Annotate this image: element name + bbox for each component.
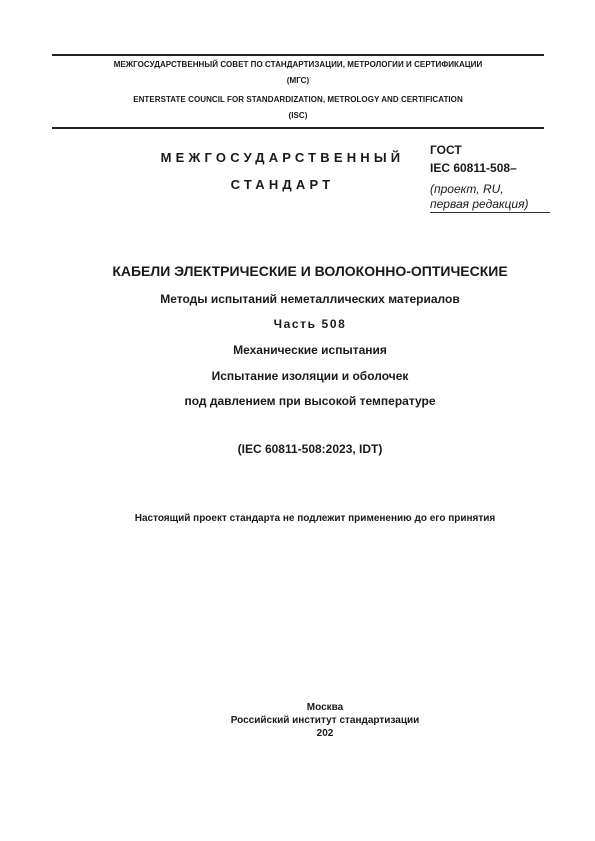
draft-note-line2: первая редакция)	[430, 197, 529, 211]
bottom-rule	[52, 127, 544, 129]
publisher-name: Российский институт стандартизации	[230, 715, 420, 726]
document-title: КАБЕЛИ ЭЛЕКТРИЧЕСКИЕ И ВОЛОКОННО-ОПТИЧЕСКИЕ	[112, 263, 508, 279]
document-subtitle-methods: Методы испытаний неметаллических материалов	[160, 292, 460, 306]
council-name-en: ENTERSTATE COUNCIL FOR STANDARDIZATION, METROLOGY AND CERTIFICATION	[133, 95, 463, 104]
publisher-city: Москва	[306, 702, 344, 713]
council-name-ru: МЕЖГОСУДАРСТВЕННЫЙ СОВЕТ ПО СТАНДАРТИЗАЦИИ, МЕТРОЛОГИИ И СЕРТИФИКАЦИИ	[113, 60, 483, 69]
standard-type-line2: СТАНДАРТ	[230, 177, 335, 192]
top-rule	[52, 54, 544, 56]
draft-notice: Настоящий проект стандарта не подлежит применению до его принятия	[134, 513, 496, 524]
iec-reference: (IEC 60811-508:2023, IDT)	[237, 442, 383, 456]
document-subtitle-pressure: под давлением при высокой температуре	[184, 394, 436, 408]
draft-note-line1: (проект, RU,	[430, 182, 504, 196]
standard-type-line1: МЕЖГОСУДАРСТВЕННЫЙ	[160, 150, 405, 165]
publication-year: 202	[316, 728, 334, 739]
document-part: Часть 508	[273, 317, 347, 331]
council-abbr-ru: (МГС)	[286, 76, 310, 85]
document-subtitle-test: Испытание изоляции и оболочек	[211, 369, 409, 383]
gost-label: ГОСТ	[430, 143, 462, 157]
document-subtitle-mechanical: Механические испытания	[233, 343, 387, 357]
standard-number: IEC 60811-508–	[430, 161, 517, 175]
designation-underline	[430, 212, 550, 213]
council-abbr-en: (ISC)	[288, 111, 308, 120]
